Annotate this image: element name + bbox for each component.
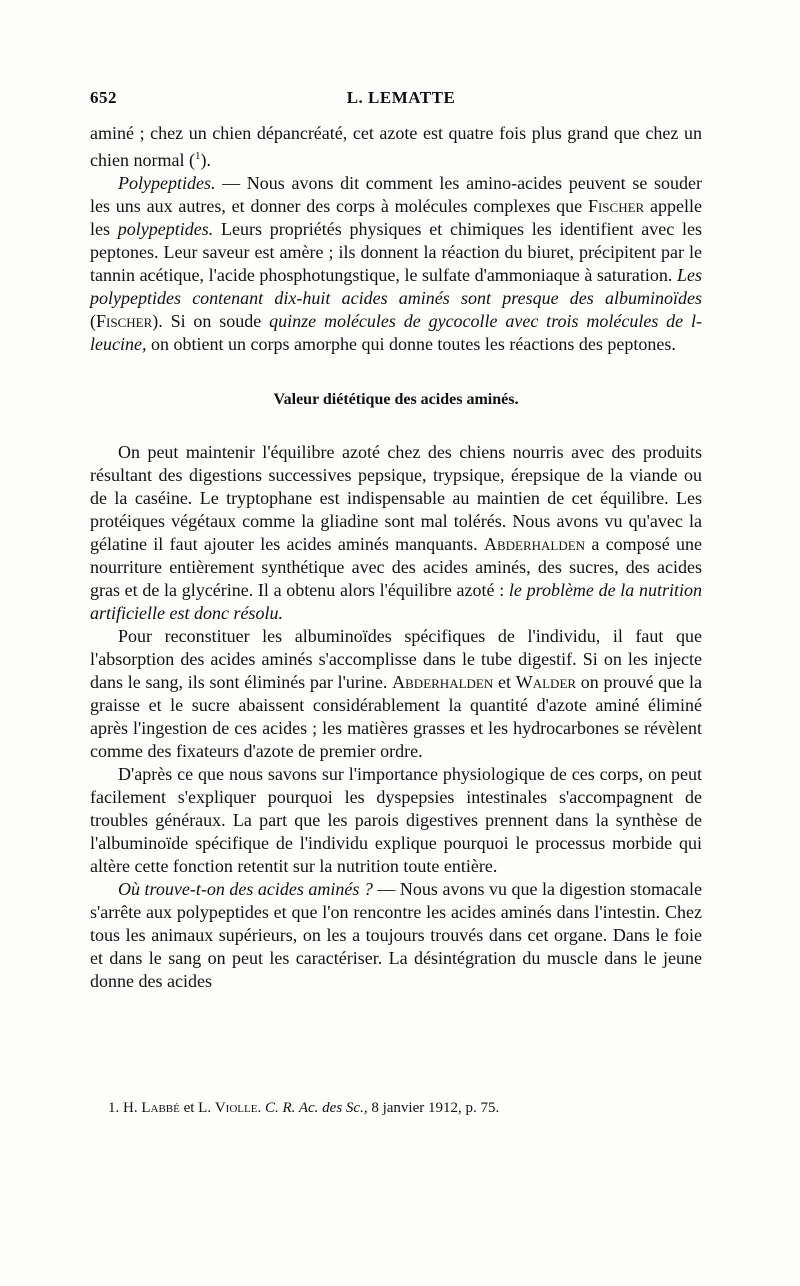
- text-run: Pour reconstituer les albuminoïdes spécifiques de l'individu, il faut que l'absorption des acides aminés s'accomplisse dans le tube digestif. Si on les injecte dans le sang, ils sont éliminés par l'urine.: [90, 626, 702, 692]
- text-run: , 8 janvier 1912, p. 75.: [363, 1100, 500, 1116]
- paragraph-ou-trouve: [90, 878, 702, 993]
- text-run: .: [257, 1100, 265, 1116]
- paragraph-albuminoides: [90, 625, 702, 763]
- page-number: 652: [90, 88, 117, 107]
- paragraph-equilibre: [90, 441, 702, 625]
- term: polypeptides.: [117, 219, 214, 239]
- text-run: on obtient un corps amorphe qui donne toutes les réactions des peptones.: [146, 334, 676, 354]
- text-run: 1. H.: [108, 1100, 142, 1116]
- author-name: Violle: [214, 1100, 258, 1116]
- body-text: [90, 122, 702, 993]
- emphasis: quinze molécules de gycocolle avec trois molécules de l-leucine,: [90, 311, 703, 354]
- text-run: ). Si on soude: [152, 311, 270, 331]
- author-name: Fischer: [96, 311, 153, 331]
- text-run: a composé une nourriture entièrement synthétique avec des acides aminés, des sucres, des acides gras et de la glycérine. Il a obtenu alors l'équilibre azoté :: [90, 534, 702, 600]
- paragraph-polypeptides: [90, 172, 702, 356]
- text-run: ).: [200, 150, 211, 170]
- author-name: Abderhalden: [392, 672, 494, 692]
- text-run: et: [493, 672, 516, 692]
- running-head: L. LEMATTE: [346, 88, 456, 107]
- section-heading: Valeur diététique des acides aminés.: [273, 391, 519, 408]
- subsection-title: Polypeptides.: [118, 173, 216, 193]
- paragraph-continuation: [90, 122, 702, 172]
- text-run: Leurs propriétés physiques et chimiques les identifient avec les peptones. Leur saveur est amère ; ils donnent la réaction du biuret, précipitent par le tannin acétique, l'acide phosphotungstique, le sulfate d'ammoniaque à saturation.: [90, 219, 702, 285]
- emphasis: Les polypeptides contenant dix-huit acides aminés sont presque des albuminoïdes: [90, 265, 702, 308]
- text-run: — Nous avons vu que la digestion stomacale s'arrête aux polypeptides et que l'on rencontre les acides aminés dans l'intestin. Chez tous les animaux supérieurs, on les a toujours trouvés dans cet organe. Dans le foie et dans le sang on peut les caractériser. La désintégration du muscle dans le jeune donne des acides: [90, 879, 702, 991]
- journal-title: C. R. Ac. des Sc.: [264, 1100, 364, 1116]
- text-run: (: [90, 311, 96, 331]
- text-run: et L.: [179, 1100, 215, 1116]
- author-name: Walder: [515, 672, 577, 692]
- author-name: Abderhalden: [483, 534, 586, 554]
- author-name: Fischer: [587, 196, 645, 216]
- text-run: on prouvé que la graisse et le sucre abaissent considérablement la quantité d'azote aminé éliminé après l'ingestion de ces acides ; les matières grasses et les hydrocarbones se révèlent comme des fixateurs d'azote de premier ordre.: [90, 672, 702, 761]
- text-run: aminé ; chez un chien dépancréaté, cet azote est quatre fois plus grand que chez un chien normal (: [90, 123, 702, 170]
- author-name: Labbé: [141, 1100, 180, 1116]
- emphasis: le problème de la nutrition artificielle est donc résolu.: [90, 580, 703, 623]
- text-run: On peut maintenir l'équilibre azoté chez des chiens nourris avec des produits résultant des digestions successives pepsique, trypsique, érepsique de la viande ou de la caséine. Le tryptophane est indispensable au maintien de cet équilibre. Les protéiques végétaux comme la gliadine sont mal tolérés. Nous avons vu qu'avec la gélatine il faut ajouter les acides aminés manquants.: [90, 442, 702, 554]
- subsection-title: Où trouve-t-on des acides aminés ?: [118, 879, 373, 899]
- text-run: appelle les: [90, 196, 702, 239]
- paragraph-dyspepsies: D'après ce que nous savons sur l'importance physiologique de ces corps, on peut facilement s'expliquer pourquoi les dyspepsies intestinales s'accompagnent de troubles généraux. La part que les parois digestives prennent dans la synthèse de l'albuminoïde spécifique de l'individu explique pourquoi le processus morbide qui altère cette fonction retentit sur la nutrition toute entière.: [90, 764, 702, 876]
- text-run: — Nous avons dit comment les amino-acides peuvent se souder les uns aux autres, et donner des corps à molécules complexes que: [90, 173, 702, 216]
- footnote-ref: 1: [194, 150, 201, 162]
- footnote: [108, 1098, 708, 1118]
